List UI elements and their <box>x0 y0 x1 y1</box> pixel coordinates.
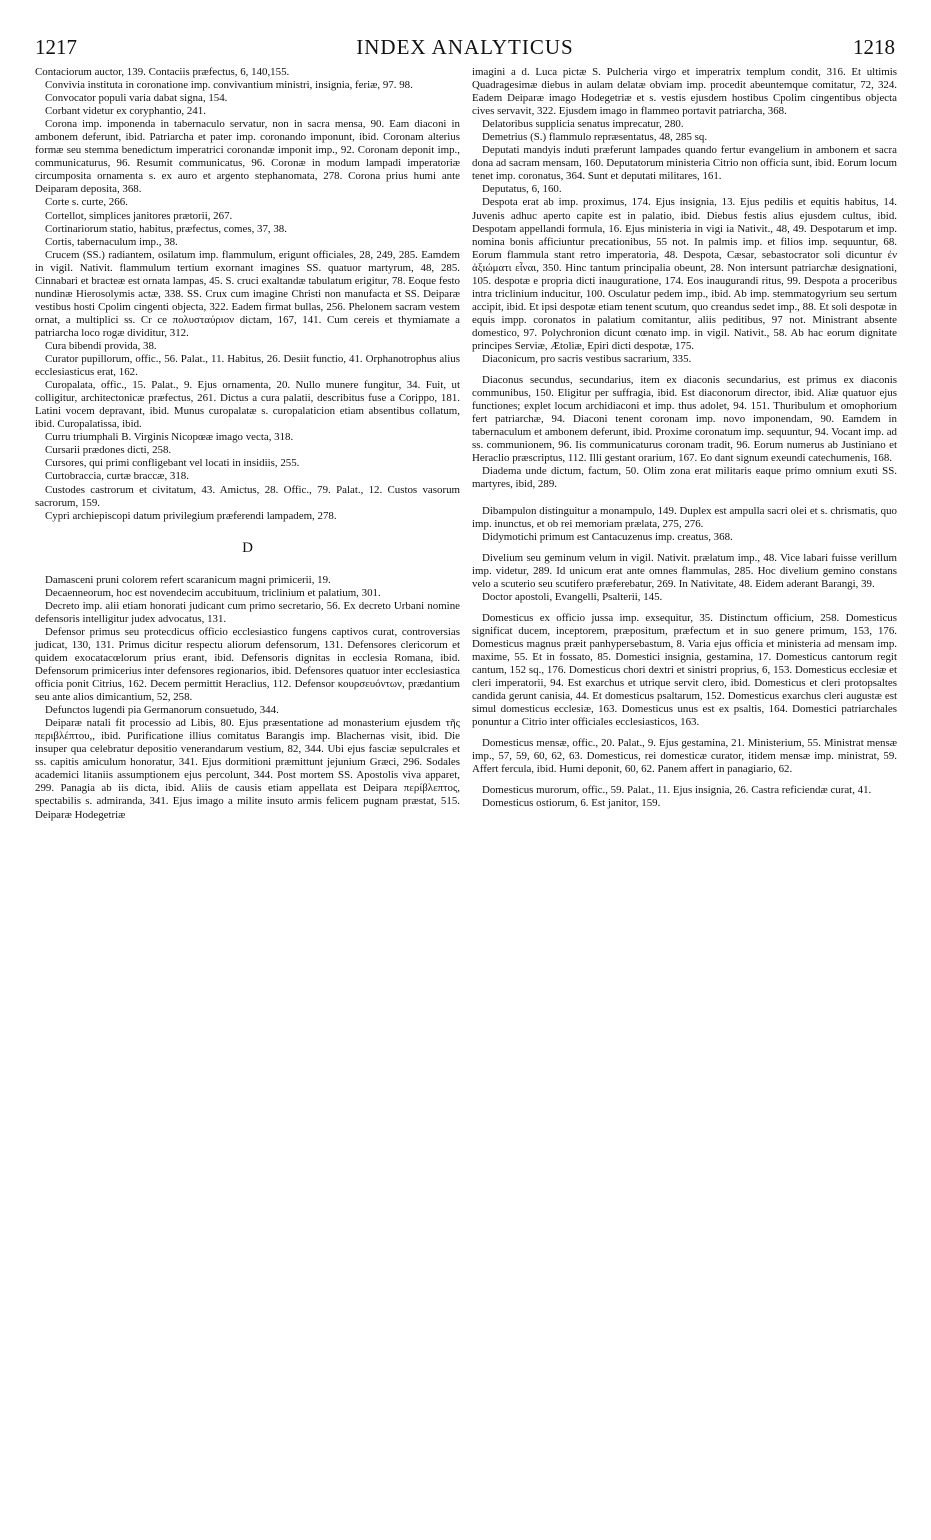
index-entry: Corona imp. imponenda in tabernaculo servatur, non in sacra mensa, 90. Eam diaconi in ambonem deferunt, ibid. Patriarcha et pater imp. coronando imponunt, ibid. Coronam alterius formæ seu stemma benedictum imperatrici coronandæ imponit imp., 92. Coronam deponit imp., communicaturus, 96. Resumit communicatus, 96. Coronæ in modum lampadi imperatoriæ circumposita ornamenta s. ex auro et argento stephanomata, 278. Corona prius humi ante Deiparam deposita, 368. <box>35 118 460 196</box>
index-entry: Divelium seu geminum velum in vigil. Nativit. prælatum imp., 48. Vice labari fuisse verillum imp. videtur, 289. Id unicum erat ante omnes flammulas, 285. Hoc divelium gemino constans velo a scuterio seu scutifero præferebatur, 269. In Nativitate, 48. Eidem aderant Barangi, 39. <box>472 551 897 590</box>
index-entry: Curopalata, offic., 15. Palat., 9. Ejus ornamenta, 20. Nullo munere fungitur, 34. Fuit, ut colligitur, architectonicæ præfectus, 261. Dictus a cura palatii, describitus fuse a Corippo, 181. Latini vocem depravant, ibid. Munus curopalatæ s. curopalaticion etiam absentibus collatum, ibid. Curopalatissa, ibid. <box>35 379 460 431</box>
index-entry: imagini a d. Luca pictæ S. Pulcheria virgo et imperatrix templum condit, 316. Et ultimis Quadragesimæ diebus in aulam delatæ obviam imp. procedit abeuntemque comitatur, 72, 324. Eadem Deiparæ imago Hodegetriæ et s. vestis ejusdem hostibus Cpolim cingentibus objecta cives servavit, 322. Ejusdem imago in flammeo portavit patriarcha, 368. <box>472 66 897 118</box>
index-entry: Decreto imp. alii etiam honorati judicant cum primo secretario, 56. Ex decreto Urbani nomine defensoris intelligitur judex advocatus, 131. <box>35 599 460 625</box>
index-entry: Despota erat ab imp. proximus, 174. Ejus insignia, 13. Ejus pedilis et equitis habitus, 14. Juvenis adhuc aperto capite est in palatio, ibid. Diebus festis alius ejusdem cultus, ibid. Despotam appellandi formula, 16. Ejus ministeria in vigi ia Nativit., 48, 49. Despotarum et imp. nomina bonis afficiuntur precationibus, 55 not. In palmis imp. et filios imp. sequuntur, 68. Eorum flammula stant retro imperatoria, 48. Despota, Cæsar, sebastocrator soli dicuntur ἐν ἀξιώματι εἶναι, 350. Hinc tantum principalia obeunt, 28. Non intersunt patriarchæ designationi, 105. despotæ e propria dicti inauguratione, 174. Eos inaugurandi ritus, 99. Despota a proceribus intra triclinium inducitur, 100. Osculatur pedem imp., ibid. Ab imp. stemmatogyrium seu sertum accipit, ibid. Et ipsi despotæ etiam tenent scutum, quo creandus sedet imp., 88. Et soli despotæ in equis impp. coronatos in palatium comitantur, aliis peditibus, 97 not. Ministrant absente domestico, 97. Polychronion dicunt cœnato imp. in vigil. Nativit., 58. Ab hac eorum dignitate principes Serviæ, Ætoliæ, Epiri dicti despotæ, 175. <box>472 196 897 352</box>
index-entry: Deputati mandyis induti præferunt lampades quando fertur evangelium in ambonem et sacra dona ad sacram mensam, 160. Deputatorum ministeria Citrio non officia sunt, ibid. Eorum locum tenet imp. coronatus, 364. Sunt et deputati militares, 161. <box>472 144 897 183</box>
index-entry: Deputatus, 6, 160. <box>482 183 562 196</box>
right-column <box>472 66 897 810</box>
index-entry: Diaconus secundus, secundarius, item ex diaconis secundarius, est primus ex diaconis communibus, 150. Eligitur per suffragia, ibid. Est diaconorum director, ibid. Aliæ quatuor ejus functiones; explet locum archidiaconi et imp. thus adolet, 94. 151. Thuribulum et omophorium fert patriarchæ, 94. Diaconi tenent coronam imp. novo imponendam, 90. Eamdem in tabernaculum et ambonem deferunt, ibid. Proxime coronatum imp. sequuntur, 94. Vocant imp. ad ss. communionem, 96. Iis communicaturus coronam tradit, 96. Eorum numerus ab Justiniano et Heraclio præscriptus, 112. Illi gestant orarium, 167. Eo dant signum exeundi catechumenis, 168. <box>472 374 897 465</box>
index-entry: Domesticus mensæ, offic., 20. Palat., 9. Ejus gestamina, 21. Ministerium, 55. Ministrat mensæ imp., 57, 59, 60, 62, 63. Domesticus, rei domesticæ curator, itidem mensæ imp. ministrat, 59. Affert fercula, ibid. Humi deponit, 60, 62. Panem affert in panagiario, 62. <box>472 737 897 776</box>
index-entry: Damasceni pruni colorem refert scaranicum magni primicerii, 19. <box>45 573 331 586</box>
index-entry: Domesticus ex officio jussa imp. exsequitur, 35. Distinctum officium, 258. Domesticus significat ducem, inceptorem, præpositum, præfectum et in suo genere primum, 153, 176. Domesticus magnus præit panhypersebastum, 8. Varia ejus officia et ministeria ad mensam imp. maxime, 55. Et in fossato, 85. Domestici insignia, gestamina, 17. Domesticus cantorum regit cantum, 152 sq., 176. Domesticus chori dextri et sinistri proprius, 6, 153. Domesticus ecclesiæ et cleri imperatorii, 94. Est exarchus et utrique servit clero, ibid. Domesticus et cleri protopsaltes candida gerunt canisia, 44. Et domesticus psaltarum, 152. Domesticus exarchus cleri augustæ est simul domesticus ecclesiæ, 163. Domesticus unus est ex psaltis, 164. Domestici patriarchales ponuntur a Citrio inter officiales ecclesiasticos, 163. <box>472 611 897 729</box>
index-entry: Diaconicum, pro sacris vestibus sacrarium, 335. <box>482 353 692 366</box>
page-number-left: 1217 <box>35 35 77 59</box>
index-entry: Corte s. curte, 266. <box>45 196 128 209</box>
index-entry: Curru triumphali B. Virginis Nicopœæ imago vecta, 318. <box>45 431 294 444</box>
index-entry: Cursarii prædones dicti, 258. <box>45 444 172 457</box>
index-entry: Cura bibendi provida, 38. <box>45 339 157 352</box>
index-entry: Cursores, qui primi confligebant vel locati in insidiis, 255. <box>45 457 300 470</box>
index-entry: Cypri archiepiscopi datum privilegium præferendi lampadem, 278. <box>45 509 337 522</box>
index-entry: Curtobraccia, curtæ braccæ, 318. <box>45 470 189 483</box>
index-entry: Curator pupillorum, offic., 56. Palat., 11. Habitus, 26. Desiit functio, 41. Orphanotrophus alius ecclesiasticus erat, 162. <box>35 353 460 379</box>
section-letter: D <box>242 539 253 556</box>
index-entry: Deiparæ natali fit processio ad Libis, 80. Ejus præsentatione ad monasterium ejusdem τῆς περιβλέπτου,, ibid. Purificatione illius comitatus Barangis imp. Blachernas visit, ibid. Die insuper qua celebratur depositio venerandarum vestium, 82, 344. Ubi ejus fasciæ sepulcrales et ss. capitis amiculum honoratur, 341. Ejus dormitioni præmittunt jejunium Græci, 296. Sodales academici litaniis assumptionem ejus percolunt, 344. Post mortem SS. Apostolis viva apparet, 299. Panagia ab iis dicta, ibid. Aliis de causis etiam appellata est Deipara περίβλεπτος, spectabilis s. admiranda, 341. Ejus imago a milite insuto armis felicem pugnam præstat, 515. Deiparæ Hodegetriæ <box>35 717 460 821</box>
index-entry: Contaciorum auctor, 139. Contaciis præfectus, 6, 140,155. <box>35 66 290 78</box>
index-entry: Demetrius (S.) flammulo repræsentatus, 48, 285 sq. <box>482 131 708 144</box>
index-entry: Cortellot, simplices janitores prætorii, 267. <box>45 209 233 222</box>
index-entry: Crucem (SS.) radiantem, osilatum imp. flammulum, erigunt officiales, 28, 249, 285. Eamdem in vigil. Nativit. flammulum tertium exornant imagines SS. quatuor martyrum, 48, 285. Cinnabari et bracteæ est ornata lampas, 45. S. cruci exaltandæ tabulatum erigitur, 78. Eoque festo nundinæ Hierosolymis actæ, 338. SS. Crux cum imagine Christi non manufacta et SS. Deiparæ vestibus hosti Cpolim cingenti objecta, 322. Eadem firmat bullas, 256. Phelonem sacram vestem ornat, a multiplici ss. Cr ce πολυσταύριον dictam, 167, 141. Cum cereis et thymiamate a patriarcha loco rogæ dividitur, 312. <box>35 248 460 339</box>
index-entry: Decaenneorum, hoc est novendecim accubituum, triclinium et palatium, 301. <box>45 586 381 599</box>
index-entry: Defensor primus seu protecdicus officio ecclesiastico fungens captivos curat, controversias judicat, 130, 131. Primus dicitur respectu aliorum defensorum, 131. Defensores clericorum et quidem exocatacœlorum prius erant, ibid. Defensoris dignitas in ecclesia Romana, ibid. Defensorum primicerius inter defensores regionarios, ibid. Defensores quatuor inter ecclesiastica officia ponit Citrius, 162. Decem permittit Heraclius, 112. Defensor κουρσευόντων, prædantium seu ante alios dimicantium, 52, 258. <box>35 625 460 704</box>
index-entry: Delatoribus supplicia senatus imprecatur, 280. <box>482 118 684 131</box>
index-entry: Convocator populi varia dabat signa, 154. <box>45 92 228 105</box>
left-column <box>35 66 460 822</box>
index-entry: Cortinariorum statio, habitus, præfectus, comes, 37, 38. <box>45 222 287 235</box>
page-title: INDEX ANALYTICUS <box>356 35 574 59</box>
index-entry: Corbant videtur ex coryphantio, 241. <box>45 105 206 118</box>
page-number-right: 1218 <box>853 35 895 59</box>
index-entry: Domesticus murorum, offic., 59. Palat., 11. Ejus insignia, 26. Castra reficiendæ curat, 41. <box>482 784 872 797</box>
index-entry: Convivia instituta in coronatione imp. convivantium ministri, insignia, feriæ, 97. 98. <box>45 79 413 92</box>
index-entry: Dibampulon distinguitur a monampulo, 149. Duplex est ampulla sacri olei et s. chrismatis, quo imp. inunctus, et ob rei memoriam prælata, 275, 276. <box>472 504 897 530</box>
page-header <box>35 34 895 60</box>
index-entry: Diadema unde dictum, factum, 50. Olim zona erat militaris eaque primo omnium exuti SS. martyres, ibid, 289. <box>472 465 897 491</box>
index-entry: Domesticus ostiorum, 6. Est janitor, 159. <box>482 797 661 810</box>
index-entry: Custodes castrorum et civitatum, 43. Amictus, 28. Offic., 79. Palat., 12. Custos vasorum sacrorum, 159. <box>35 483 460 509</box>
index-entry: Cortis, tabernaculum imp., 38. <box>45 235 178 248</box>
index-entry: Defunctos lugendi pia Germanorum consuetudo, 344. <box>45 704 279 717</box>
index-entry: Doctor apostoli, Evangelli, Psalterii, 145. <box>482 590 663 603</box>
index-entry: Didymotichi primum est Cantacuzenus imp. creatus, 368. <box>482 530 733 543</box>
